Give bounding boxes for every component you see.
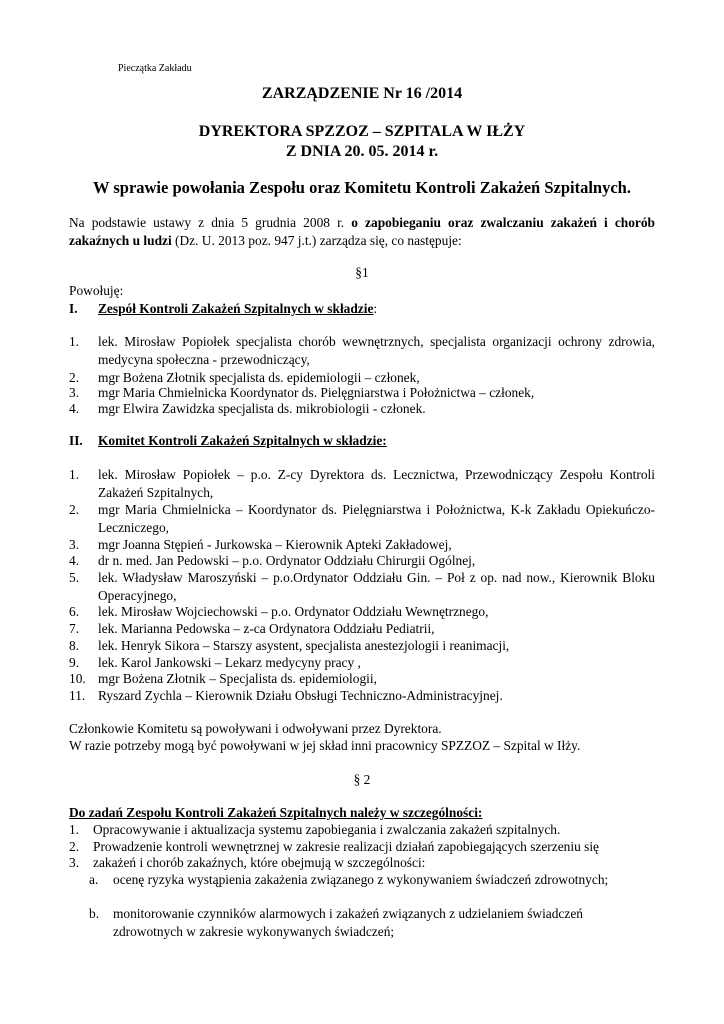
list-number: 11. [69,688,86,703]
committee-item [69,603,655,621]
committee-item [69,552,655,570]
subject-line: W sprawie powołania Zespołu oraz Komitetu Kontroli Zakażeń Szpitalnych. [93,178,631,197]
list-text: lek. Karol Jankowski – Lekarz medycyny pracy , [98,655,361,670]
list-number: 6. [69,604,80,619]
team-heading [69,300,655,318]
team-item [69,400,655,418]
list-number: 4. [69,401,80,416]
list-text: mgr Maria Chmielnicka Koordynator ds. Pielęgniarstwa i Położnictwa – członek, [98,385,535,400]
list-text: mgr Elwira Zawidzka specjalista ds. mikrobiologii - członek. [98,401,426,416]
members-note-1: Członkowie Komitetu są powoływani i odwoływani przez Dyrektora. [69,721,442,736]
committee-item [69,670,655,688]
list-text: Prowadzenie kontroli wewnętrznej w zakresie realizacji działań zapobiegających szerzeniu się [93,839,599,854]
list-text: mgr Maria Chmielnicka – Koordynator ds. Pielęgniarstwa i Położnictwa, K-k Zakładu Opiekuńczo-Leczniczego, [98,502,655,535]
team-item [69,333,655,369]
section-2-heading [69,804,655,822]
list-text: ocenę ryzyka wystąpienia zakażenia związanego z wykonywaniem świadczeń zdrowotnych; [113,872,609,887]
list-number: 3. [69,537,80,552]
list-text: Ryszard Zychla – Kierownik Działu Obsługi Techniczno-Administracyjnej. [98,688,503,703]
list-text: lek. Mirosław Popiołek – p.o. Z-cy Dyrektora ds. Lecznictwa, Przewodniczący Zespołu Kontroli Zakażeń Szpitalnych, [98,467,655,500]
committee-heading [69,432,655,450]
list-letter: b. [89,906,100,921]
list-number: 1. [69,822,80,837]
intro-paragraph [69,214,655,250]
committee-heading-text: Komitet Kontroli Zakażeń Szpitalnych w składzie: [98,433,387,448]
intro-act-name: o zapobieganiu oraz zwalczaniu zakażeń i chorób zakaźnych u ludzi [69,215,655,248]
list-text: zakażeń i chorób zakaźnych, które obejmują w szczególności: [93,855,426,870]
document-title: ZARZĄDZENIE Nr 16 /2014 [261,85,463,102]
list-text: mgr Joanna Stępień - Jurkowska – Kierownik Apteki Zakładowej, [98,537,452,552]
list-number: 9. [69,655,80,670]
list-number: 3. [69,385,80,400]
list-number: 1. [69,334,80,349]
committee-item [69,501,655,537]
section-1-lead: Powołuję: [69,283,124,298]
list-number: 10. [69,671,86,686]
list-text: lek. Mirosław Popiołek specjalista chorób wewnętrznych, specjalista organizacji ochrony zdrowia, medycyna społeczna - przewodniczący, [98,334,655,367]
intro-text-1: Na podstawie ustawy z dnia 5 grudnia 2008 r. [69,215,352,230]
list-text: lek. Mirosław Wojciechowski – p.o. Ordynator Oddziału Wewnętrznego, [98,604,489,619]
stamp-label: Pieczątka Zakładu [118,63,192,74]
list-number: 4. [69,553,80,568]
task-item [69,821,655,839]
list-number: 2. [69,502,80,517]
members-note-2: W razie potrzeby mogą być powoływani w jej skład inni pracownicy SPZZOZ – Szpital w Iłży. [69,738,581,753]
team-heading-colon: : [373,301,378,316]
team-heading-text: Zespół Kontroli Zakażeń Szpitalnych w składzie [98,301,374,316]
issuer-line: DYREKTORA SPZZOZ – SZPITALA W IŁŻY [198,123,526,140]
task-item [69,854,655,872]
task-subitem [89,905,655,941]
list-text: Opracowywanie i aktualizacja systemu zapobiegania i zwalczania zakażeń szpitalnych. [93,822,561,837]
committee-heading-number: II. [69,433,83,448]
list-number: 1. [69,467,80,482]
committee-item [69,687,655,705]
list-text: dr n. med. Jan Pedowski – p.o. Ordynator Oddziału Chirurgii Ogólnej, [98,553,476,568]
list-text: lek. Władysław Maroszyński – p.o.Ordynator Oddziału Gin. – Poł z op. nad now., Kierownik Bloku Operacyjnego, [98,570,655,603]
list-text: lek. Henryk Sikora – Starszy asystent, specjalista anestezjologii i reanimacji, [98,638,510,653]
list-number: 5. [69,570,80,585]
list-number: 7. [69,621,80,636]
committee-item [69,620,655,638]
list-number: 8. [69,638,80,653]
committee-item [69,637,655,655]
task-subitem [89,871,655,889]
list-text: mgr Bożena Złotnik – Specjalista ds. epidemiologii, [98,671,377,686]
section-2-heading-text: Do zadań Zespołu Kontroli Zakażeń Szpitalnych należy w szczególności: [69,805,483,820]
date-line: Z DNIA 20. 05. 2014 r. [285,143,439,160]
list-number: 2. [69,839,80,854]
committee-item [69,569,655,605]
list-number: 3. [69,855,80,870]
list-text: lek. Marianna Pedowska – z-ca Ordynatora Oddziału Pediatrii, [98,621,435,636]
list-text: monitorowanie czynników alarmowych i zakażeń związanych z udzielaniem świadczeń zdrowotnych w zakresie wykonywanych świadczeń; [113,906,583,939]
intro-text-2: (Dz. U. 2013 poz. 947 j.t.) zarządza się, co następuje: [171,233,462,248]
team-heading-number: I. [69,301,78,316]
committee-item [69,466,655,502]
list-text: mgr Bożena Złotnik specjalista ds. epidemiologii – członek, [98,370,420,385]
list-letter: a. [89,872,99,887]
section-1-mark: §1 [355,265,369,280]
list-number: 2. [69,370,80,385]
section-2-mark: § 2 [353,772,371,787]
